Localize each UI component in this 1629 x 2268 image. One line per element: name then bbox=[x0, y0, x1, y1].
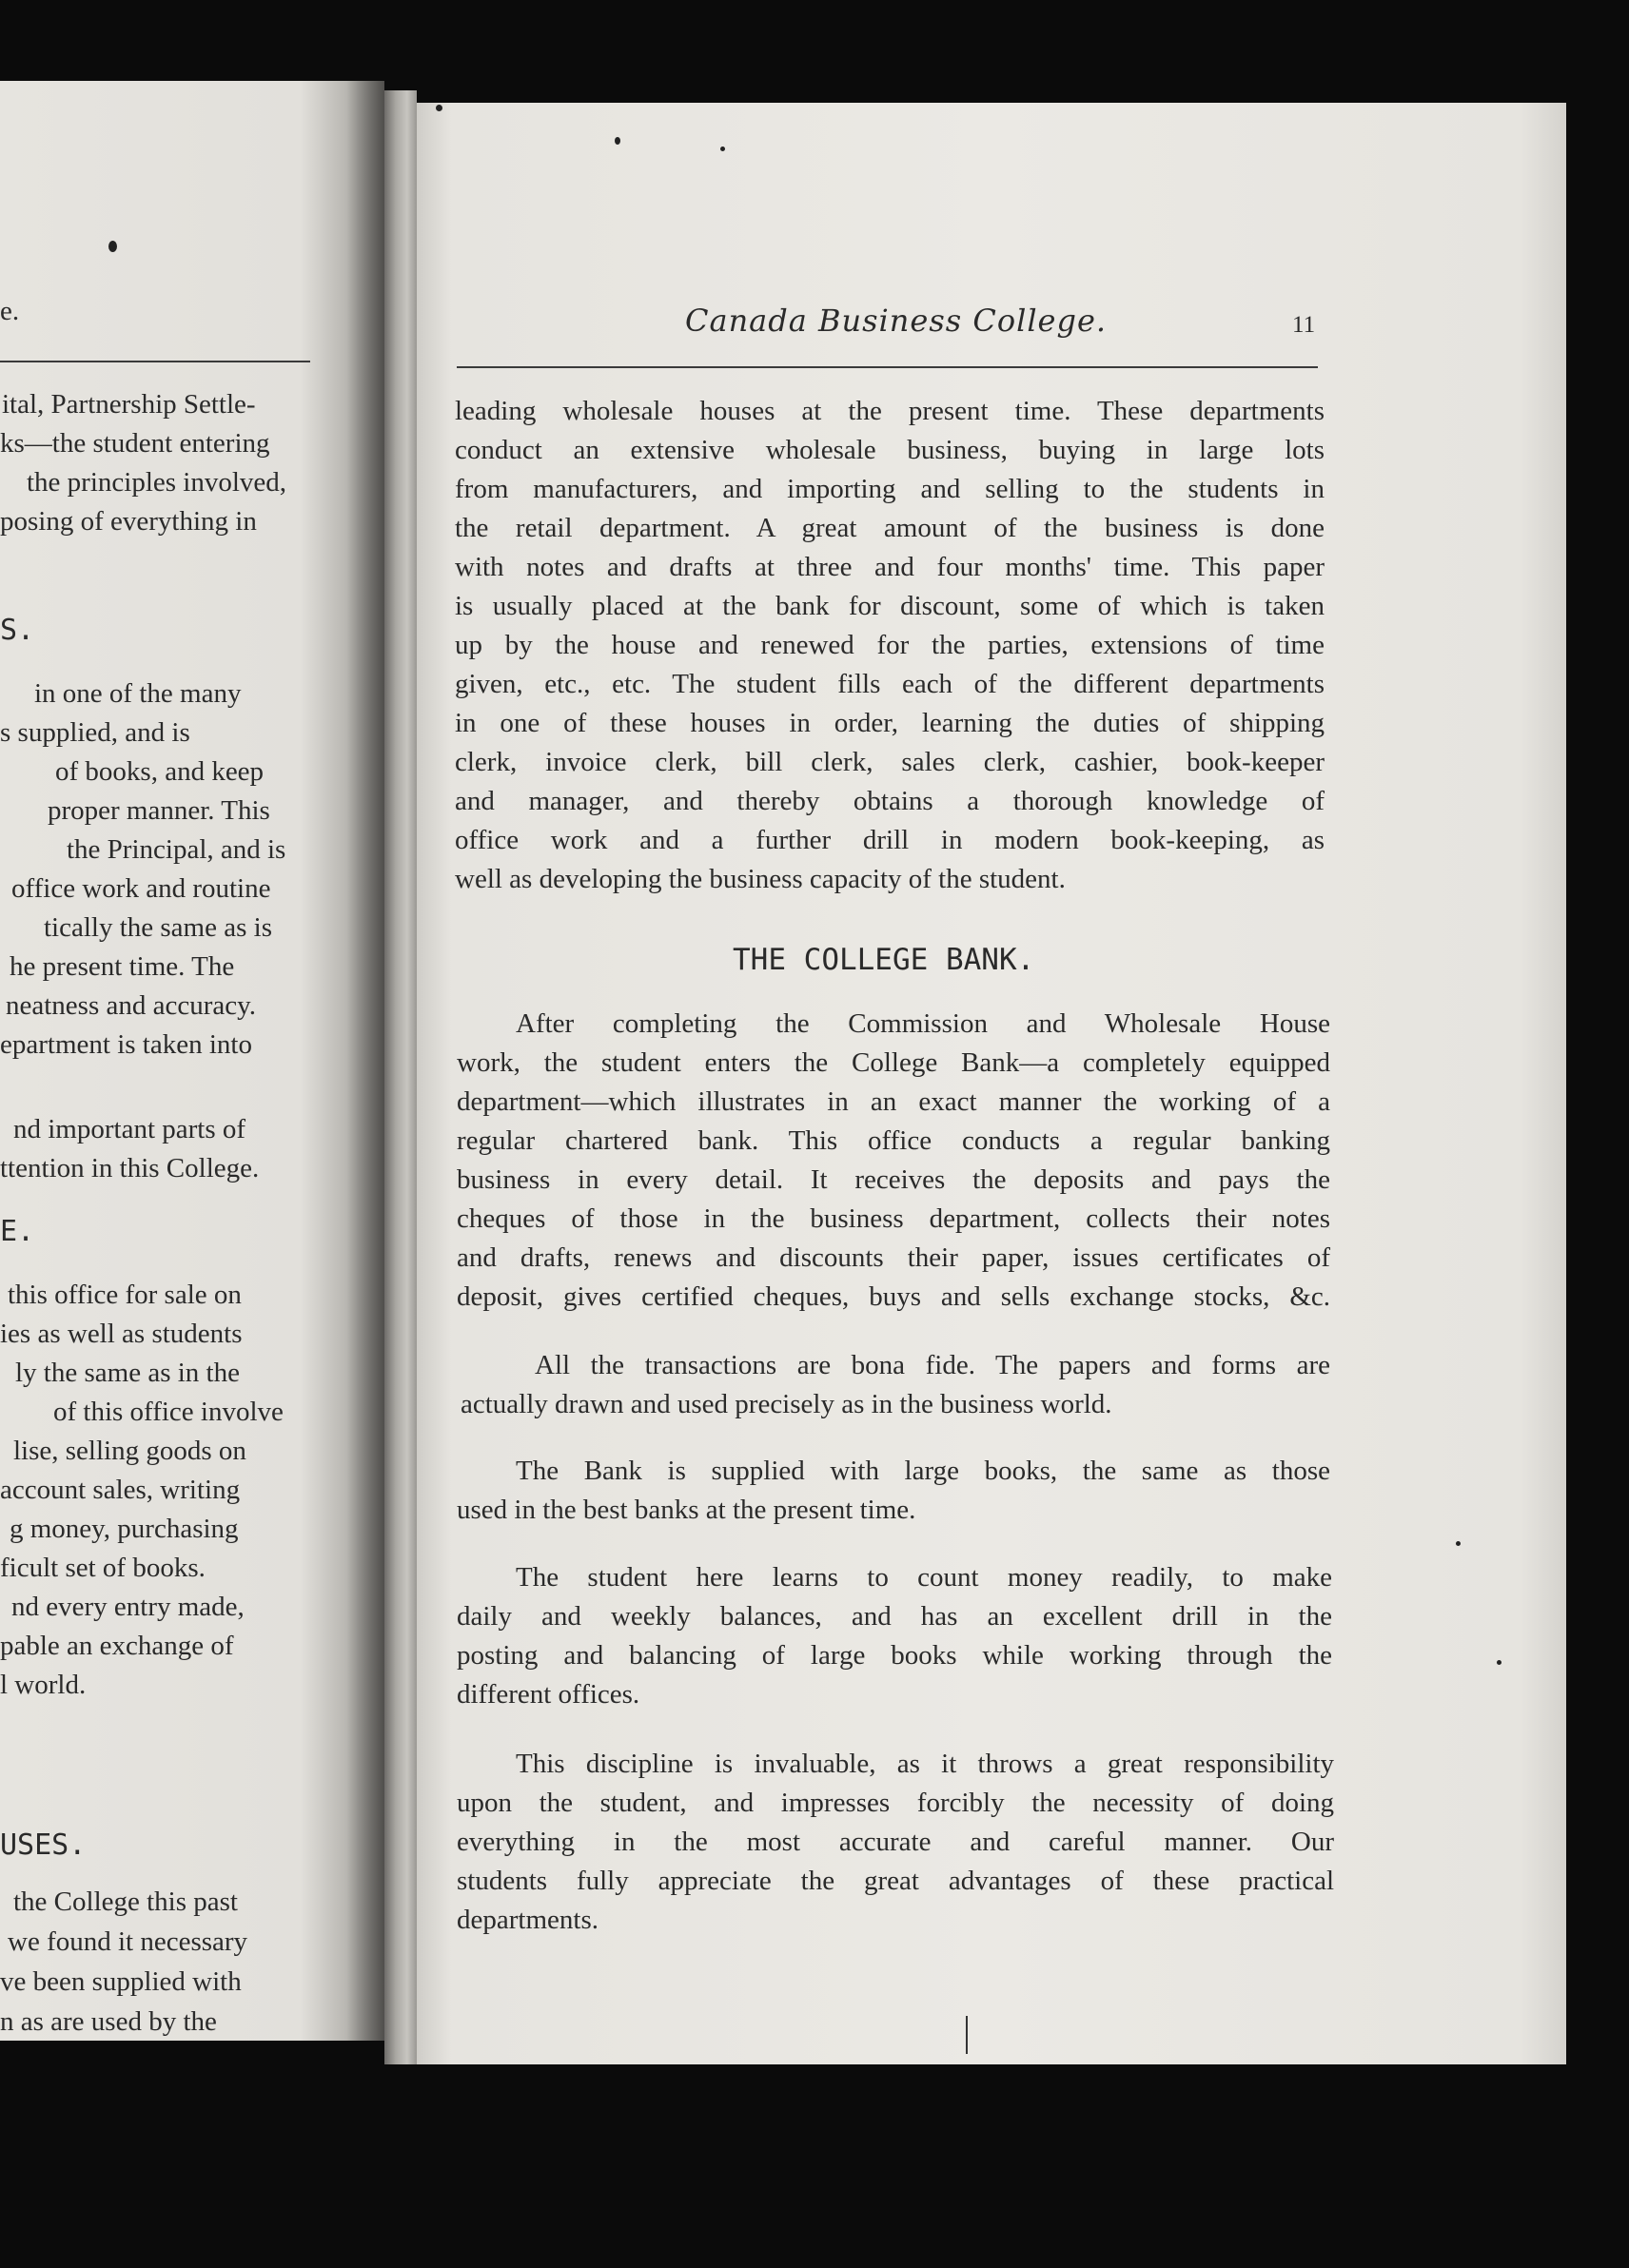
text-line: cheques of those in the business department, collects their notes bbox=[457, 1203, 1330, 1234]
ink-speck bbox=[1497, 1660, 1501, 1665]
left-line: ital, Partnership Settle- bbox=[2, 389, 256, 420]
text-line: deposit, gives certified cheques, buys and sells exchange stocks, &c. bbox=[457, 1281, 1330, 1312]
text-line: posting and balancing of large books while working through the bbox=[457, 1640, 1332, 1671]
left-line: ficult set of books. bbox=[0, 1553, 206, 1583]
text-line: regular chartered bank. This office conducts a regular banking bbox=[457, 1125, 1330, 1156]
left-line: s supplied, and is bbox=[0, 717, 190, 748]
text-line: After completing the Commission and Wholesale House bbox=[516, 1008, 1330, 1039]
left-heading-fragment: USES. bbox=[0, 1828, 87, 1862]
text-line: The Bank is supplied with large books, the same as those bbox=[516, 1456, 1330, 1486]
ink-speck bbox=[436, 105, 442, 111]
running-header-title: Canada Business College. bbox=[685, 303, 1108, 339]
text-line: This discipline is invaluable, as it throws a great responsibility bbox=[516, 1749, 1334, 1779]
text-line: in one of these houses in order, learning the duties of shipping bbox=[455, 708, 1325, 738]
left-line: posing of everything in bbox=[0, 506, 257, 537]
left-line: proper manner. This bbox=[48, 795, 270, 826]
ink-speck bbox=[1456, 1541, 1461, 1546]
left-line: of this office involve bbox=[53, 1397, 284, 1427]
text-line: and drafts, renews and discounts their paper, issues certificates of bbox=[457, 1242, 1330, 1273]
text-line: conduct an extensive wholesale business, buying in large lots bbox=[455, 435, 1325, 465]
left-line: ks—the student entering bbox=[0, 428, 270, 459]
left-line: the College this past bbox=[13, 1887, 238, 1917]
gutter-shadow bbox=[346, 81, 384, 2041]
left-line: of books, and keep bbox=[55, 756, 265, 787]
text-line: with notes and drafts at three and four months' time. This paper bbox=[455, 552, 1325, 582]
text-line: from manufacturers, and importing and selling to the students in bbox=[455, 474, 1325, 504]
text-line: and manager, and thereby obtains a thorough knowledge of bbox=[455, 786, 1325, 816]
left-line: tically the same as is bbox=[44, 912, 272, 943]
left-heading-fragment: S. bbox=[0, 614, 35, 647]
left-line: epartment is taken into bbox=[0, 1029, 252, 1060]
left-header-rule bbox=[0, 361, 310, 362]
left-line: nd important parts of bbox=[13, 1114, 246, 1144]
left-page bbox=[0, 81, 384, 2041]
text-line: students fully appreciate the great advantages of these practical bbox=[457, 1866, 1334, 1896]
text-line: the retail department. A great amount of the business is done bbox=[455, 513, 1325, 543]
left-line: lise, selling goods on bbox=[13, 1436, 246, 1466]
left-line: l world. bbox=[0, 1670, 87, 1700]
text-line: is usually placed at the bank for discount, some of which is taken bbox=[455, 591, 1325, 621]
text-line: All the transactions are bona fide. The papers and forms are bbox=[535, 1350, 1330, 1380]
left-line: the Principal, and is bbox=[67, 834, 286, 865]
left-line: ve been supplied with bbox=[0, 1966, 242, 1997]
left-line: nd every entry made, bbox=[11, 1592, 245, 1622]
text-line: departments. bbox=[457, 1905, 599, 1935]
left-line: account sales, writing bbox=[0, 1475, 241, 1505]
left-header-fragment: e. bbox=[0, 296, 20, 326]
pencil-mark bbox=[966, 2016, 968, 2054]
text-line: upon the student, and impresses forcibly the necessity of doing bbox=[457, 1788, 1334, 1818]
ink-speck bbox=[720, 147, 725, 151]
text-line: office work and a further drill in modern book-keeping, as bbox=[455, 825, 1325, 855]
left-heading-fragment: E. bbox=[0, 1215, 35, 1248]
left-line: this office for sale on bbox=[8, 1280, 242, 1310]
text-line: The student here learns to count money readily, to make bbox=[516, 1562, 1332, 1593]
left-line: g money, purchasing bbox=[10, 1514, 239, 1544]
left-line: pable an exchange of bbox=[0, 1631, 234, 1661]
text-line: well as developing the business capacity of the student. bbox=[455, 864, 1066, 894]
left-line: office work and routine bbox=[11, 873, 271, 904]
left-line: in one of the many bbox=[34, 678, 242, 709]
left-line: he present time. The bbox=[10, 951, 235, 982]
ink-speck bbox=[108, 241, 117, 252]
book-gutter bbox=[384, 90, 417, 2064]
text-line: department—which illustrates in an exact manner the working of a bbox=[457, 1086, 1330, 1117]
text-line: clerk, invoice clerk, bill clerk, sales clerk, cashier, book-keeper bbox=[455, 747, 1325, 777]
left-line: ies as well as students bbox=[0, 1319, 243, 1349]
text-line: business in every detail. It receives the deposits and pays the bbox=[457, 1164, 1330, 1195]
text-line: used in the best banks at the present time. bbox=[457, 1495, 916, 1525]
left-line: neatness and accuracy. bbox=[6, 990, 256, 1021]
text-line: leading wholesale houses at the present time. These departments bbox=[455, 396, 1325, 426]
left-line: n as are used by the bbox=[0, 2006, 217, 2037]
text-line: daily and weekly balances, and has an excellent drill in the bbox=[457, 1601, 1332, 1632]
text-line: everything in the most accurate and careful manner. Our bbox=[457, 1827, 1334, 1857]
text-line: up by the house and renewed for the parties, extensions of time bbox=[455, 630, 1325, 660]
text-line: actually drawn and used precisely as in the business world. bbox=[461, 1389, 1112, 1419]
section-heading: THE COLLEGE BANK. bbox=[733, 943, 1035, 977]
left-line: the principles involved, bbox=[27, 467, 287, 498]
left-line: we found it necessary bbox=[8, 1926, 248, 1957]
left-line: ly the same as in the bbox=[15, 1358, 240, 1388]
left-line: ttention in this College. bbox=[0, 1153, 260, 1183]
text-line: given, etc., etc. The student fills each of the different departments bbox=[455, 669, 1325, 699]
text-line: work, the student enters the College Bank—a completely equipped bbox=[457, 1047, 1330, 1078]
page-number: 11 bbox=[1292, 312, 1316, 338]
ink-speck bbox=[615, 137, 620, 145]
header-rule bbox=[457, 366, 1318, 368]
text-line: different offices. bbox=[457, 1679, 640, 1710]
